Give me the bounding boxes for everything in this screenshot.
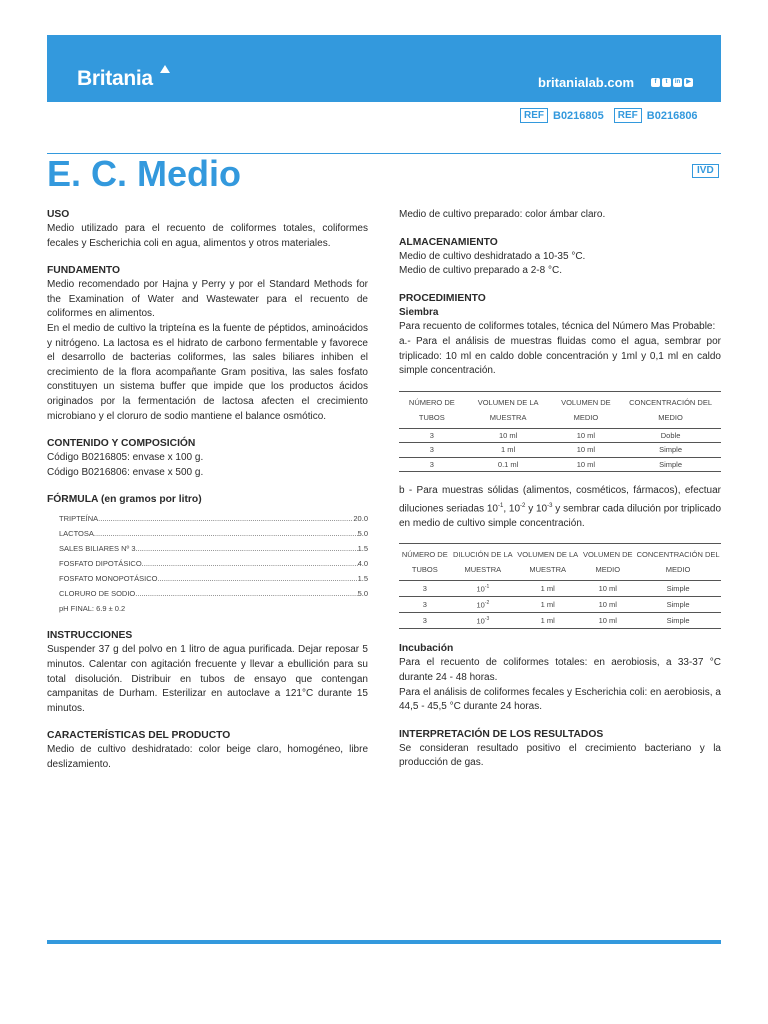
table-header: NÚMERO DE TUBOS xyxy=(399,391,465,428)
logo-triangle-icon xyxy=(160,65,170,73)
table-solid-samples xyxy=(399,543,721,629)
table-header: CONCENTRACIÓN DEL MEDIO xyxy=(620,391,721,428)
table-header: DILUCIÓN DE LA MUESTRA xyxy=(451,544,515,581)
section-title-uso: USO xyxy=(47,209,70,220)
ref-label-1: REF xyxy=(520,108,548,123)
interpretacion-text: Se consideran resultado positivo el crecimiento bacteriano y la producción de gas. xyxy=(399,742,721,769)
right-column xyxy=(399,208,721,771)
ref-label-2: REF xyxy=(614,108,642,123)
ref-code-1: B0216805 xyxy=(553,109,604,122)
section-title-procedimiento: PROCEDIMIENTO xyxy=(399,292,486,304)
table-header: VOLUMEN DE MEDIO xyxy=(580,544,635,581)
contenido-line-2: Código B0216806: envase x 500 g. xyxy=(47,466,204,478)
section-title-almacenamiento: ALMACENAMIENTO xyxy=(399,236,498,248)
incubacion-title: Incubación xyxy=(399,643,454,655)
facebook-icon[interactable]: f xyxy=(651,78,660,87)
caracteristicas-text: Medio de cultivo deshidratado: color beige claro, homogéneo, libre deslizamiento. xyxy=(47,744,368,770)
table-header: VOLUMEN DE LA MUESTRA xyxy=(515,544,580,581)
incubacion-text-2: Para el análisis de coliformes fecales y Escherichia coli: en aerobiosis, a 44,5 - 45,5 °C durante 24 horas. xyxy=(399,686,721,713)
table-header: VOLUMEN DE LA MUESTRA xyxy=(465,391,552,428)
section-title-instrucciones: INSTRUCCIONES xyxy=(47,630,133,642)
britania-logo[interactable]: Britania xyxy=(77,67,153,90)
incubacion-text-1: Para el recuento de coliformes totales: en aerobiosis, a 33-37 °C durante 24 - 48 horas. xyxy=(399,657,721,683)
section-title-contenido: CONTENIDO Y COMPOSICIÓN xyxy=(47,438,196,450)
left-column xyxy=(47,208,368,772)
header-banner xyxy=(47,35,721,102)
almacenamiento-line-1: Medio de cultivo deshidratado a 10-35 °C. xyxy=(399,250,586,262)
formula-row: TRIPTEÍNA ..... 20.0 xyxy=(59,511,368,526)
youtube-icon[interactable]: ▶ xyxy=(684,78,693,87)
uso-text: Medio utilizado para el recuento de coliformes totales, coliformes fecales y Escherichia coli en agua, alimentos y otros materiales. xyxy=(47,223,368,249)
table-row: 3 $10^{-1}$ 1 ml 10 ml Simple xyxy=(399,581,721,597)
ph-final: pH FINAL: 6.9 ± 0.2 xyxy=(59,604,126,614)
formula-row: FOSFATO DIPOTÁSICO ..... 4.0 xyxy=(59,556,368,571)
formula-list xyxy=(59,511,368,616)
instrucciones-text: Suspender 37 g del polvo en 1 litro de agua purificada. Dejar reposar 5 minutos. Calentar con agitación frecuente y llevar a ebullición para su total disolución. Distribuir en tubos de ensayo que contengan campanitas de Durham. Esterilizar en autoclave a 121°C durante 15 minutos. xyxy=(47,644,368,714)
table-row: 3 1 ml 10 ml Simple xyxy=(399,443,721,458)
formula-row: LACTOSA ..... 5.0 xyxy=(59,526,368,541)
bottom-divider xyxy=(47,940,721,944)
preparado-text: Medio de cultivo preparado: color ámbar claro. xyxy=(399,209,606,220)
almacenamiento-line-2: Medio de cultivo preparado a 2-8 °C. xyxy=(399,265,562,277)
fluid-samples-text: a.- Para el análisis de muestras fluidas como el agua, sembrar por triplicado: 10 ml en caldo doble concentración y 1ml y 0,1 ml en caldo simple concentración. xyxy=(399,335,721,377)
formula-row: CLORURO DE SODIO ..... 5.0 xyxy=(59,586,368,601)
social-icons xyxy=(651,78,693,87)
table-row: 3 0.1 ml 10 ml Simple xyxy=(399,457,721,472)
table-header: NÚMERO DE TUBOS xyxy=(399,544,451,581)
page-title: E. C. Medio xyxy=(47,153,242,194)
twitter-icon[interactable]: t xyxy=(662,78,671,87)
table-row: 3 10 ml 10 ml Doble xyxy=(399,428,721,443)
table-header: CONCENTRACIÓN DEL MEDIO xyxy=(635,544,721,581)
formula-row: FOSFATO MONOPOTÁSICO ..... 1.5 xyxy=(59,571,368,586)
table-header: VOLUMEN DE MEDIO xyxy=(552,391,621,428)
fundamento-text-2: En el medio de cultivo la tripteína es la fuente de péptidos, aminoácidos y nitrógeno. La lactosa es el hidrato de carbono fermentable y favorece el desarrollo de bacterias coliformes, las sales biliares inhiben el crecimiento de la flora acompañante Gram positiva, las sales fosfato constituyen un sistema buffer que impide que los productos ácidos originados por la fermentación de lactosa afecten el crecimiento microbiano y el cloruro de sodio mantiene el balance osmótico. xyxy=(47,322,368,422)
linkedin-icon[interactable]: in xyxy=(674,79,681,85)
contenido-line-1: Código B0216805: envase x 100 g. xyxy=(47,452,204,464)
section-title-formula: FÓRMULA (en gramos por litro) xyxy=(47,494,202,506)
formula-row: SALES BILIARES Nº 3 ..... 1.5 xyxy=(59,541,368,556)
ivd-badge: IVD xyxy=(692,164,719,178)
siembra-text: Para recuento de coliformes totales, técnica del Número Mas Probable: xyxy=(399,321,716,333)
ref-code-2: B0216806 xyxy=(646,109,698,122)
table-fluid-samples xyxy=(399,391,721,473)
website-link[interactable]: britanialab.com xyxy=(538,75,635,90)
fundamento-text-1: Medio recomendado por Hajna y Perry y por el Standard Methods for the Examination of Water and Wastewater para el recuento de coliformes en alimentos. xyxy=(47,279,368,320)
section-title-caracteristicas: CARACTERÍSTICAS DEL PRODUCTO xyxy=(47,730,231,742)
table-row: 3 $10^{-3}$ 1 ml 10 ml Simple xyxy=(399,613,721,629)
ref-codes xyxy=(520,108,708,123)
solid-samples-text: b - Para muestras sólidas (alimentos, cosméticos, fármacos), efectuar diluciones seriadas $10^{-1}$, $10^{-2}$ y $10^{-3}$ y sembrar cada dilución por triplicado en medio de cultivo simple concentración. xyxy=(399,485,722,529)
section-title-fundamento: FUNDAMENTO xyxy=(47,265,121,277)
table-row: 3 $10^{-2}$ 1 ml 10 ml Simple xyxy=(399,597,721,613)
section-title-interpretacion: INTERPRETACIÓN DE LOS RESULTADOS xyxy=(399,728,604,740)
siembra-title: Siembra xyxy=(399,306,439,318)
